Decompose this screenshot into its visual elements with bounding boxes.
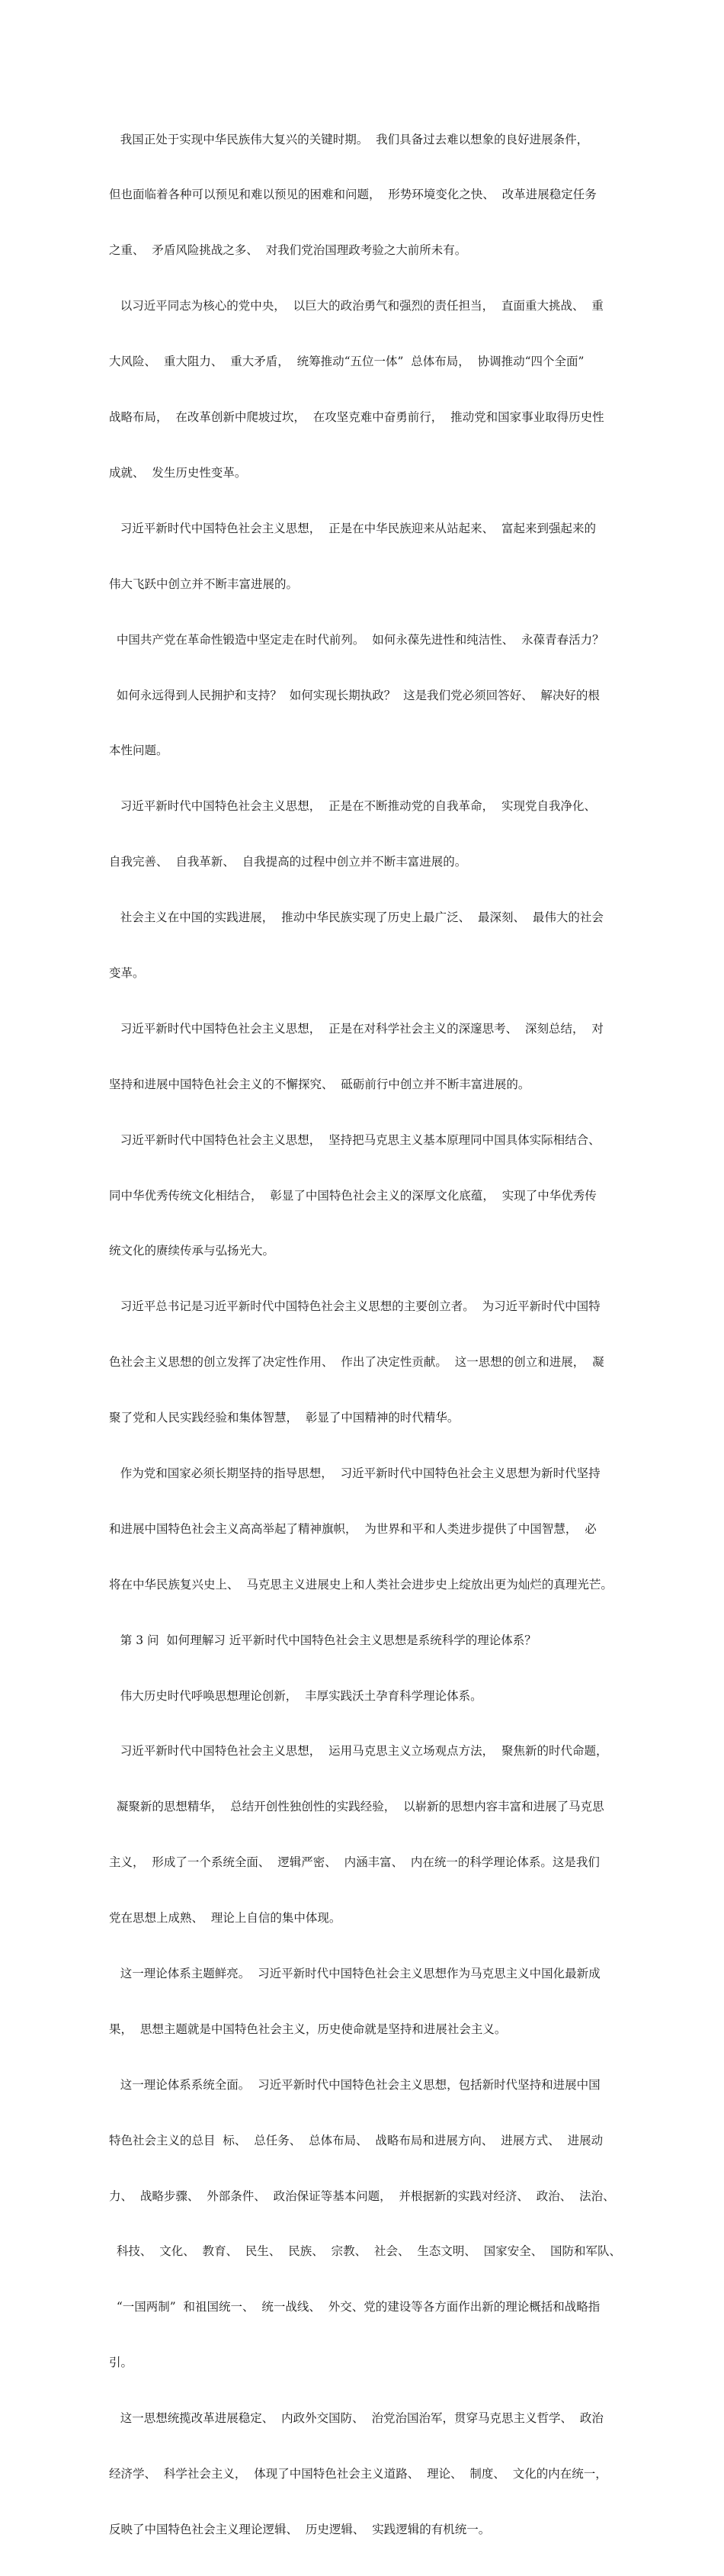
text-line: 成就、 发生历史性变革。 [109, 465, 247, 480]
text-line: 伟大历史时代呼唤思想理论创新， 丰厚实践沃土孕育科学理论体系。 [109, 1688, 482, 1703]
text-line: 主义， 形成了一个系统全面、 逻辑严密、 内涵丰富、 内在统一的科学理论体系。这是我们 [109, 1855, 600, 1870]
text-line: 引。 [109, 2356, 133, 2370]
text-line: 经济学、 科学社会主义， 体现了中国特色社会主义道路、 理论、 制度、 文化的内在统一， [109, 2467, 607, 2481]
text-line: 大风险、 重大阻力、 重大矛盾， 统筹推动“五位一体” 总体布局， 协调推动“四个全面” [109, 355, 585, 369]
text-line: 特色社会主义的总目 标、 总任务、 总体布局、 战略布局和进展方向、 进展方式、 进展动 [109, 2133, 604, 2147]
text-line: 凝聚新的思想精华， 总结开创性独创性的实践经验， 以崭新的思想内容丰富和进展了马克思 [109, 1800, 604, 1814]
text-line: 将在中华民族复兴史上、 马克思主义进展史上和人类社会进步史上绽放出更为灿烂的真理光芒。 [109, 1577, 613, 1592]
text-line: 和进展中国特色社会主义高高举起了精神旗帜， 为世界和平和人类进步提供了中国智慧， 必 [109, 1521, 597, 1536]
text-line: 本性问题。 [109, 744, 168, 758]
text-line: 变革。 [109, 965, 145, 980]
text-line: 习近平新时代中国特色社会主义思想， 运用马克思主义立场观点方法， 聚焦新的时代命题， [109, 1744, 608, 1759]
text-line: 坚持和进展中国特色社会主义的不懈探究、 砥砺前行中创立并不断丰富进展的。 [109, 1077, 530, 1091]
text-line: 色社会主义思想的创立发挥了决定性作用、 作出了决定性贡献。 这一思想的创立和进展， 凝 [109, 1355, 604, 1370]
text-line: 但也面临着各种可以预见和难以预见的困难和问题， 形势环境变化之快、 改革进展稳定任务 [109, 188, 597, 202]
text-line: 这一思想统揽改革进展稳定、 内政外交国防、 治党治国治军，贯穿马克思主义哲学、 政治 [109, 2411, 604, 2426]
text-line: 习近平总书记是习近平新时代中国特色社会主义思想的主要创立者。 为习近平新时代中国特 [109, 1299, 601, 1314]
text-line: 习近平新时代中国特色社会主义思想， 正是在对科学社会主义的深邃思考、 深刻总结， 对 [109, 1021, 604, 1036]
text-line: 伟大飞跃中创立并不断丰富进展的。 [109, 577, 299, 591]
text-line: 党在思想上成熟、 理论上自信的集中体现。 [109, 1911, 341, 1926]
text-line: 这一理论体系系统全面。 习近平新时代中国特色社会主义思想，包括新时代坚持和进展中国 [109, 2077, 601, 2092]
text-line: “一国两制” 和祖国统一、 统一战线、 外交、党的建设等各方面作出新的理论概括和战略指 [109, 2300, 601, 2314]
text-line: 反映了中国特色社会主义理论逻辑、 历史逻辑、 实践逻辑的有机统一。 [109, 2522, 491, 2536]
text-line: 社会主义在中国的实践进展， 推动中华民族实现了历史上最广泛、 最深刻、 最伟大的社会 [109, 911, 604, 925]
text-line: 聚了党和人民实践经验和集体智慧， 彰显了中国精神的时代精华。 [109, 1411, 460, 1425]
text-line: 科技、 文化、 教育、 民生、 民族、 宗教、 社会、 生态文明、 国家安全、 国防和军队、 [109, 2244, 622, 2259]
text-line: 如何永远得到人民拥护和支持？ 如何实现长期执政？ 这是我们党必须回答好、 解决好的根 [109, 688, 600, 702]
text-line: 中国共产党在革命性锻造中坚定走在时代前列。 如何永葆先进性和纯洁性、 永葆青春活力？ [109, 632, 604, 647]
text-line: 统文化的赓续传承与弘扬光大。 [109, 1244, 275, 1258]
text-line: 力、 战略步骤、 外部条件、 政治保证等基本问题， 并根据新的实践对经济、 政治、 法治、 [109, 2189, 615, 2203]
text-line: 战略布局， 在改革创新中爬坡过坎， 在攻坚克难中奋勇前行， 推动党和国家事业取得历史性 [109, 410, 604, 425]
section-heading: 第 3 问 如何理解习 近平新时代中国特色社会主义思想是系统科学的理论体系？ [109, 1633, 537, 1647]
text-line: 以习近平同志为核心的党中央， 以巨大的政治勇气和强烈的责任担当， 直面重大挑战、 重 [109, 299, 604, 313]
text-line: 我国正处于实现中华民族伟大复兴的关键时期。 我们具备过去难以想象的良好进展条件， [109, 132, 589, 146]
text-line: 习近平新时代中国特色社会主义思想， 坚持把马克思主义基本原理同中国具体实际相结合、 [109, 1132, 601, 1147]
text-line: 同中华优秀传统文化相结合， 彰显了中国特色社会主义的深厚文化底蕴， 实现了中华优秀传 [109, 1188, 597, 1203]
text-line: 作为党和国家必须长期坚持的指导思想， 习近平新时代中国特色社会主义思想为新时代坚持 [109, 1466, 601, 1480]
document-body [109, 93, 627, 2576]
text-line: 果， 思想主题就是中国特色社会主义，历史使命就是坚持和进展社会主义。 [109, 2022, 507, 2036]
text-line: 自我完善、 自我革新、 自我提高的过程中创立并不断丰富进展的。 [109, 855, 467, 869]
text-line: 习近平新时代中国特色社会主义思想， 正是在不断推动党的自我革命， 实现党自我净化、 [109, 799, 596, 814]
text-line: 这一理论体系主题鲜亮。 习近平新时代中国特色社会主义思想作为马克思主义中国化最新成 [109, 1966, 601, 1980]
text-line: 习近平新时代中国特色社会主义思想， 正是在中华民族迎来从站起来、 富起来到强起来的 [109, 521, 596, 535]
text-line: 之重、 矛盾风险挑战之多、 对我们党治国理政考验之大前所未有。 [109, 243, 467, 258]
